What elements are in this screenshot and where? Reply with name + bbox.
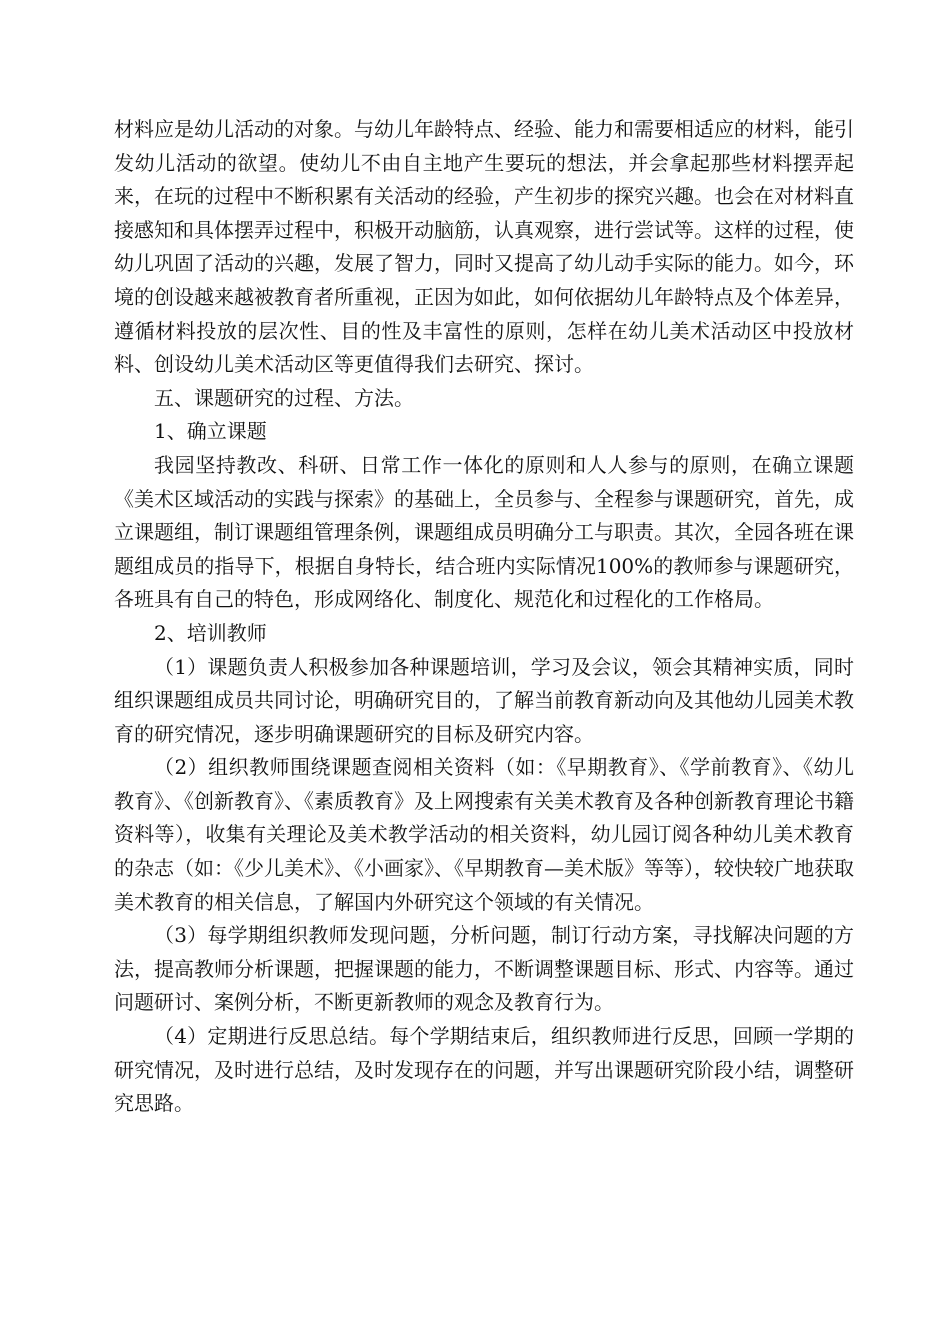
section-heading-process: 五、课题研究的过程、方法。 (154, 385, 414, 410)
paragraph-establish-topic: 我园坚持教改、科研、日常工作一体化的原则和人人参与的原则，在确立课题《美术区域活动的实践与探索》的基础上，全员参与、全程参与课题研究，首先，成立课题组，制订课题组管理条例，课题组成员明确分工与职责。其次，全园各班在课题组成员的指导下，根据自身特长，结合班内实际情况100%的教师参与课题研究，各班具有自己的特色，形成网络化、制度化、规范化和过程化的工作格局。 (114, 452, 854, 612)
paragraph-materials: 材料应是幼儿活动的对象。与幼儿年龄特点、经验、能力和需要相适应的材料，能引发幼儿活动的欲望。使幼儿不由自主地产生要玩的想法，并会拿起那些材料摆弄起来，在玩的过程中不断积累有关活动的经验，产生初步的探究兴趣。也会在对材料直接感知和具体摆弄过程中，积极开动脑筋，认真观察，进行尝试等。这样的过程，使幼儿巩固了活动的兴趣，发展了智力，同时又提高了幼儿动手实际的能力。如今，环境的创设越来越被教育者所重视，正因为如此，如何依据幼儿年龄特点及个体差异，遵循材料投放的层次性、目的性及丰富性的原则，怎样在幼儿美术活动区中投放材料、创设幼儿美术活动区等更值得我们去研究、探讨。 (114, 117, 854, 377)
subheading-establish-topic: 1、确立课题 (154, 419, 267, 444)
paragraph-training-1: （1）课题负责人积极参加各种课题培训，学习及会议，领会其精神实质，同时组织课题组成员共同讨论，明确研究目的，了解当前教育新动向及其他幼儿园美术教育的研究情况，逐步明确课题研究的目标及研究内容。 (114, 654, 854, 746)
paragraph-training-2: （2）组织教师围绕课题查阅相关资料（如：《早期教育》、《学前教育》、《幼儿教育》、《创新教育》、《素质教育》及上网搜索有关美术教育及各种创新教育理论书籍资料等），收集有关理论及美术教学活动的相关资料，幼儿园订阅各种幼儿美术教育的杂志（如：《少儿美术》、《小画家》、《早期教育—美术版》等等），较快较广地获取美术教育的相关信息，了解国内外研究这个领域的有关情况。 (114, 755, 854, 914)
subheading-train-teachers: 2、培训教师 (154, 620, 267, 645)
document-page (114, 113, 854, 1121)
paragraph-training-4: （4）定期进行反思总结。每个学期结束后，组织教师进行反思，回顾一学期的研究情况，及时进行总结，及时发现存在的问题，并写出课题研究阶段小结，调整研究思路。 (114, 1024, 854, 1116)
paragraph-training-3: （3）每学期组织教师发现问题，分析问题，制订行动方案，寻找解决问题的方法，提高教师分析课题，把握课题的能力，不断调整课题目标、形式、内容等。通过问题研讨、案例分析，不断更新教师的观念及教育行为。 (114, 923, 854, 1015)
